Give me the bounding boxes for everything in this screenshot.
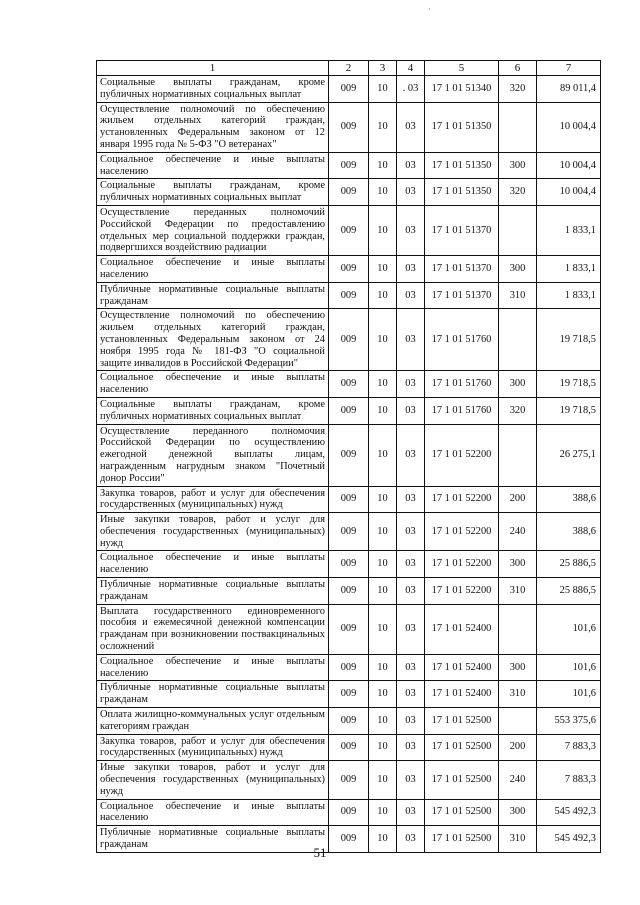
expense-type-code: 320	[499, 179, 537, 206]
target-article-code: 17 1 01 52500	[425, 799, 499, 826]
target-article-code: 17 1 01 52200	[425, 551, 499, 578]
table-row	[97, 708, 601, 735]
table-row	[97, 309, 601, 371]
expense-type-code: 300	[499, 654, 537, 681]
target-article-code: 17 1 01 51350	[425, 102, 499, 152]
expense-type-code: 300	[499, 799, 537, 826]
amount-value: 1 833,1	[537, 256, 601, 283]
row-description: Иные закупки товаров, работ и услуг для обеспечения государственных (муниципальных) нужд	[97, 761, 329, 799]
amount-value: 26 275,1	[537, 424, 601, 486]
section-code: 10	[369, 256, 397, 283]
expense-type-code: 310	[499, 578, 537, 605]
amount-value: 101,6	[537, 654, 601, 681]
ministry-code: 009	[329, 424, 369, 486]
row-description: Оплата жилищно-коммунальных услуг отдельным категориям граждан	[97, 708, 329, 735]
table-row	[97, 513, 601, 551]
column-number-6: 6	[499, 61, 537, 76]
ministry-code: 009	[329, 708, 369, 735]
table-row	[97, 179, 601, 206]
column-number-1: 1	[97, 61, 329, 76]
expense-type-code: 300	[499, 551, 537, 578]
expense-type-code	[499, 708, 537, 735]
column-number-3: 3	[369, 61, 397, 76]
amount-value: 7 883,3	[537, 734, 601, 761]
table-row	[97, 397, 601, 424]
ministry-code: 009	[329, 309, 369, 371]
target-article-code: 17 1 01 51760	[425, 371, 499, 398]
amount-value: 7 883,3	[537, 761, 601, 799]
row-description: Выплата государственного единовременного пособия и ежемесячной денежной компенсации гражданам при возникновении поствакцинальных осложнений	[97, 604, 329, 654]
amount-value: 10 004,4	[537, 152, 601, 179]
ministry-code: 009	[329, 179, 369, 206]
row-description: Социальное обеспечение и иные выплаты населению	[97, 152, 329, 179]
table-row	[97, 486, 601, 513]
row-description: Осуществление полномочий по обеспечению жильем отдельных категорий граждан, установленных Федеральным законом от 12 января 1995 года № 5-ФЗ "О ветеранах"	[97, 102, 329, 152]
ministry-code: 009	[329, 282, 369, 309]
amount-value: 89 011,4	[537, 76, 601, 103]
target-article-code: 17 1 01 51760	[425, 397, 499, 424]
amount-value: 10 004,4	[537, 179, 601, 206]
ministry-code: 009	[329, 486, 369, 513]
table-row	[97, 76, 601, 103]
ministry-code: 009	[329, 513, 369, 551]
amount-value: 545 492,3	[537, 799, 601, 826]
row-description: Публичные нормативные социальные выплаты гражданам	[97, 826, 329, 853]
table-row	[97, 654, 601, 681]
expense-type-code: 310	[499, 282, 537, 309]
table-header-row	[97, 61, 601, 76]
target-article-code: 17 1 01 51760	[425, 309, 499, 371]
expense-type-code: 320	[499, 76, 537, 103]
subsection-code: 03	[397, 761, 425, 799]
ministry-code: 009	[329, 604, 369, 654]
column-number-5: 5	[425, 61, 499, 76]
section-code: 10	[369, 708, 397, 735]
target-article-code: 17 1 01 52400	[425, 654, 499, 681]
ministry-code: 009	[329, 256, 369, 283]
ministry-code: 009	[329, 76, 369, 103]
row-description: Публичные нормативные социальные выплаты гражданам	[97, 578, 329, 605]
section-code: 10	[369, 424, 397, 486]
subsection-code: 03	[397, 397, 425, 424]
expense-type-code: 320	[499, 397, 537, 424]
ministry-code: 009	[329, 152, 369, 179]
table-row	[97, 761, 601, 799]
row-description: Социальное обеспечение и иные выплаты населению	[97, 551, 329, 578]
section-code: 10	[369, 761, 397, 799]
amount-value: 19 718,5	[537, 397, 601, 424]
target-article-code: 17 1 01 52500	[425, 708, 499, 735]
target-article-code: 17 1 01 51370	[425, 282, 499, 309]
row-description: Социальное обеспечение и иные выплаты населению	[97, 654, 329, 681]
target-article-code: 17 1 01 52200	[425, 513, 499, 551]
target-article-code: 17 1 01 52500	[425, 734, 499, 761]
target-article-code: 17 1 01 51350	[425, 179, 499, 206]
target-article-code: 17 1 01 52500	[425, 761, 499, 799]
row-description: Социальные выплаты гражданам, кроме публичных нормативных социальных выплат	[97, 179, 329, 206]
amount-value: 25 886,5	[537, 578, 601, 605]
row-description: Осуществление переданных полномочий Российской Федерации по предоставлению отдельных мер социальной поддержки граждан, подвергшихся воздействию радиации	[97, 205, 329, 255]
row-description: Социальные выплаты гражданам, кроме публичных нормативных социальных выплат	[97, 397, 329, 424]
target-article-code: 17 1 01 52200	[425, 578, 499, 605]
column-number-2: 2	[329, 61, 369, 76]
target-article-code: 17 1 01 52400	[425, 604, 499, 654]
section-code: 10	[369, 578, 397, 605]
subsection-code: 03	[397, 424, 425, 486]
target-article-code: 17 1 01 52400	[425, 681, 499, 708]
column-number-7: 7	[537, 61, 601, 76]
amount-value: 388,6	[537, 513, 601, 551]
expense-type-code: 310	[499, 681, 537, 708]
subsection-code: 03	[397, 152, 425, 179]
subsection-code: 03	[397, 309, 425, 371]
subsection-code: 03	[397, 551, 425, 578]
subsection-code: 03	[397, 734, 425, 761]
table-row	[97, 152, 601, 179]
table-row	[97, 799, 601, 826]
row-description: Социальное обеспечение и иные выплаты населению	[97, 371, 329, 398]
amount-value: 10 004,4	[537, 102, 601, 152]
subsection-code: . 03	[397, 76, 425, 103]
amount-value: 1 833,1	[537, 282, 601, 309]
subsection-code: 03	[397, 256, 425, 283]
expense-type-code: 200	[499, 486, 537, 513]
amount-value: 101,6	[537, 681, 601, 708]
expense-type-code	[499, 424, 537, 486]
ministry-code: 009	[329, 654, 369, 681]
row-description: Публичные нормативные социальные выплаты гражданам	[97, 282, 329, 309]
subsection-code: 03	[397, 513, 425, 551]
table-row	[97, 578, 601, 605]
section-code: 10	[369, 371, 397, 398]
ministry-code: 009	[329, 205, 369, 255]
subsection-code: 03	[397, 371, 425, 398]
table-row	[97, 551, 601, 578]
amount-value: 1 833,1	[537, 205, 601, 255]
subsection-code: 03	[397, 205, 425, 255]
section-code: 10	[369, 604, 397, 654]
table-row	[97, 424, 601, 486]
section-code: 10	[369, 799, 397, 826]
page-number: 51	[313, 845, 327, 860]
subsection-code: 03	[397, 486, 425, 513]
target-article-code: 17 1 01 51350	[425, 152, 499, 179]
ministry-code: 009	[329, 799, 369, 826]
section-code: 10	[369, 179, 397, 206]
ministry-code: 009	[329, 551, 369, 578]
ministry-code: 009	[329, 681, 369, 708]
target-article-code: 17 1 01 51370	[425, 205, 499, 255]
subsection-code: 03	[397, 826, 425, 853]
section-code: 10	[369, 102, 397, 152]
section-code: 10	[369, 654, 397, 681]
section-code: 10	[369, 205, 397, 255]
amount-value: 553 375,6	[537, 708, 601, 735]
row-description: Социальное обеспечение и иные выплаты населению	[97, 799, 329, 826]
row-description: Осуществление переданного полномочия Российской Федерации по осуществлению ежегодной денежной выплаты лицам, награжденным нагрудным знаком "Почетный донор России"	[97, 424, 329, 486]
section-code: 10	[369, 551, 397, 578]
ministry-code: 009	[329, 578, 369, 605]
subsection-code: 03	[397, 654, 425, 681]
subsection-code: 03	[397, 282, 425, 309]
amount-value: 19 718,5	[537, 309, 601, 371]
ministry-code: 009	[329, 761, 369, 799]
expense-type-code: 200	[499, 734, 537, 761]
scan-mark: ·	[428, 5, 431, 14]
table-body	[97, 61, 601, 853]
amount-value: 101,6	[537, 604, 601, 654]
table-row	[97, 604, 601, 654]
amount-value: 388,6	[537, 486, 601, 513]
table-row	[97, 681, 601, 708]
amount-value: 545 492,3	[537, 826, 601, 853]
ministry-code: 009	[329, 371, 369, 398]
subsection-code: 03	[397, 604, 425, 654]
row-description: Социальное обеспечение и иные выплаты населению	[97, 256, 329, 283]
table-row	[97, 371, 601, 398]
section-code: 10	[369, 513, 397, 551]
section-code: 10	[369, 309, 397, 371]
row-description: Закупка товаров, работ и услуг для обеспечения государственных (муниципальных) нужд	[97, 734, 329, 761]
ministry-code: 009	[329, 734, 369, 761]
expense-type-code: 300	[499, 371, 537, 398]
row-description: Иные закупки товаров, работ и услуг для обеспечения государственных (муниципальных) нужд	[97, 513, 329, 551]
column-number-4: 4	[397, 61, 425, 76]
target-article-code: 17 1 01 51370	[425, 256, 499, 283]
table-row	[97, 205, 601, 255]
amount-value: 25 886,5	[537, 551, 601, 578]
row-description: Осуществление полномочий по обеспечению жильем отдельных категорий граждан, установленных Федеральным законом от 24 ноября 1995 года № 181-ФЗ "О социальной защите инвалидов в Российской Федерации"	[97, 309, 329, 371]
target-article-code: 17 1 01 52200	[425, 486, 499, 513]
table-row	[97, 734, 601, 761]
subsection-code: 03	[397, 578, 425, 605]
table-row	[97, 102, 601, 152]
section-code: 10	[369, 152, 397, 179]
row-description: Публичные нормативные социальные выплаты гражданам	[97, 681, 329, 708]
section-code: 10	[369, 76, 397, 103]
subsection-code: 03	[397, 708, 425, 735]
expense-type-code: 240	[499, 513, 537, 551]
expense-type-code: 310	[499, 826, 537, 853]
expense-type-code: 300	[499, 152, 537, 179]
target-article-code: 17 1 01 52200	[425, 424, 499, 486]
subsection-code: 03	[397, 681, 425, 708]
target-article-code: 17 1 01 52500	[425, 826, 499, 853]
target-article-code: 17 1 01 51340	[425, 76, 499, 103]
ministry-code: 009	[329, 102, 369, 152]
section-code: 10	[369, 681, 397, 708]
subsection-code: 03	[397, 179, 425, 206]
table-row	[97, 256, 601, 283]
expense-type-code	[499, 604, 537, 654]
expense-type-code: 300	[499, 256, 537, 283]
section-code: 10	[369, 826, 397, 853]
expense-type-code	[499, 309, 537, 371]
expense-type-code	[499, 205, 537, 255]
section-code: 10	[369, 397, 397, 424]
subsection-code: 03	[397, 102, 425, 152]
ministry-code: 009	[329, 826, 369, 853]
row-description: Социальные выплаты гражданам, кроме публичных нормативных социальных выплат	[97, 76, 329, 103]
amount-value: 19 718,5	[537, 371, 601, 398]
budget-table	[96, 60, 601, 853]
expense-type-code	[499, 102, 537, 152]
section-code: 10	[369, 734, 397, 761]
ministry-code: 009	[329, 397, 369, 424]
subsection-code: 03	[397, 799, 425, 826]
table-row	[97, 282, 601, 309]
section-code: 10	[369, 486, 397, 513]
row-description: Закупка товаров, работ и услуг для обеспечения государственных (муниципальных) нужд	[97, 486, 329, 513]
expense-type-code: 240	[499, 761, 537, 799]
section-code: 10	[369, 282, 397, 309]
